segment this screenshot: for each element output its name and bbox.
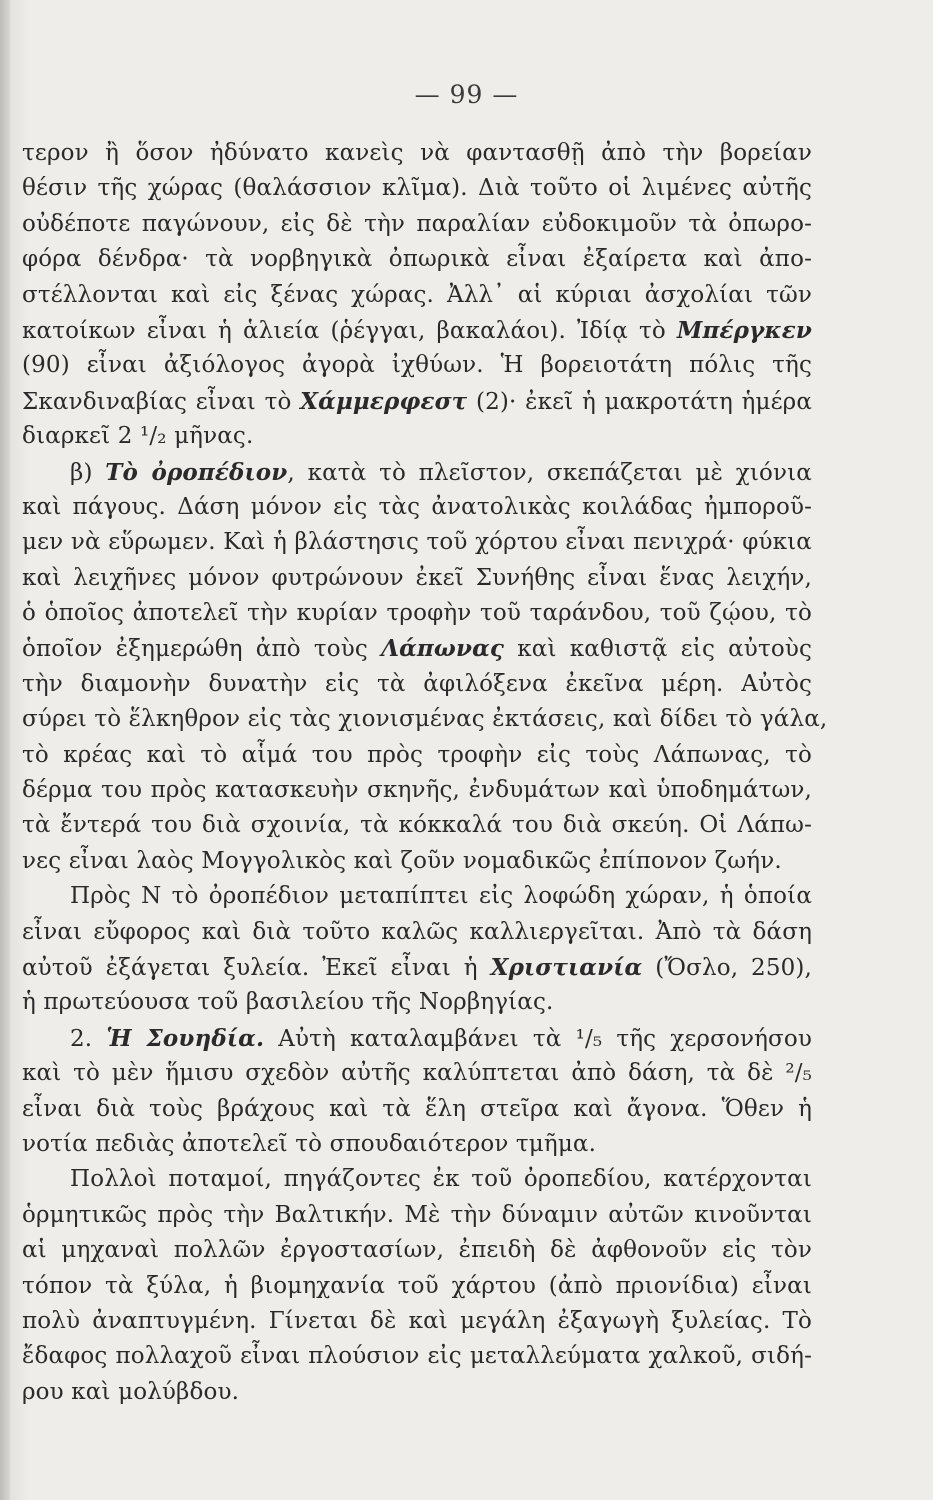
text-line [22,667,812,702]
text-segment: Πολλοὶ ποταμοί, πηγάζοντες ἐκ τοῦ ὀροπεδίου, κατέρχονται [70,1166,812,1193]
text-segment: οὐδέποτε παγώνουν, εἰς δὲ τὴν παραλίαν εὐδοκιμοῦν τὰ ὀπωρο- [22,210,812,237]
text-segment: Αὐτὴ καταλαμβάνει τὰ ¹/₅ τῆς χερσονήσου [264,1025,812,1052]
text-segment: νες εἶναι λαὸς Μογγολικὸς καὶ ζοῦν νομαδικῶς ἐπίπονον ζωήν. [22,847,782,874]
text-line [22,1127,812,1162]
text-line [22,1269,812,1304]
body-text [22,136,828,1410]
text-line [22,844,812,879]
text-line [22,171,812,206]
text-segment: καὶ τὸ μὲν ἥμισυ σχεδὸν αὐτῆς καλύπτεται ἀπὸ δάση, τὰ δὲ ²/₅ [22,1060,812,1087]
text-line [22,1162,812,1197]
text-segment: καὶ πάγους. Δάση μόνον εἰς τὰς ἀνατολικὰς κοιλάδας ἠμποροῦ- [22,493,812,520]
text-line [22,702,828,737]
text-segment: σύρει τὸ ἕλκηθρον εἰς τὰς χιονισμένας ἐκτάσεις, καὶ δίδει τὸ γάλα, [22,706,828,733]
text-segment: διαρκεῖ 2 ¹/₂ μῆνας. [22,423,254,450]
emphasized-term: Μπέργκεν [676,316,812,344]
text-segment: τόπον τὰ ξύλα, ἡ βιομηχανία τοῦ χάρτου (ἀπὸ πριονίδια) εἶναι [22,1272,812,1299]
text-line [22,1375,812,1410]
text-segment: 2. [70,1025,107,1052]
text-line [22,879,812,914]
text-line [22,1056,812,1091]
text-segment: μεν νὰ εὕρωμεν. Καὶ ἡ βλάστησις τοῦ χόρτου εἶναι πενιχρά· φύκια [22,529,812,556]
text-segment: αἱ μηχαναὶ πολλῶν ἐργοστασίων, ἐπειδὴ δὲ ἀφθονοῦν εἰς τὸν [22,1237,812,1264]
text-segment: ὁρμητικῶς πρὸς τὴν Βαλτικήν. Μὲ τὴν δύναμιν αὐτῶν κινοῦνται [22,1201,812,1228]
text-segment: νοτία πεδιὰς ἀποτελεῖ τὸ σπουδαιότερον τμῆμα. [22,1130,597,1157]
text-line [22,631,812,666]
text-segment: πολὺ ἀναπτυγμένη. Γίνεται δὲ καὶ μεγάλη ἐξαγωγὴ ξυλείας. Τὸ [22,1307,812,1334]
text-line [22,207,812,242]
text-line [22,136,812,171]
text-segment: ρου καὶ μολύβδου. [22,1378,240,1405]
page-spine-shadow [0,0,10,1500]
text-line [22,384,812,419]
text-segment: ἡ πρωτεύουσα τοῦ βασιλείου τῆς Νορβηγίας. [22,989,554,1016]
text-line [22,808,812,843]
emphasized-term: Χάμμερφεστ [300,387,468,415]
text-line [22,313,812,348]
text-segment: κατοίκων εἶναι ἡ ἁλιεία (ῥέγγαι, βακαλάοι). Ἰδίᾳ τὸ [22,317,677,344]
text-line [22,950,812,985]
text-segment: Πρὸς Ν τὸ ὀροπέδιον μεταπίπτει εἰς λοφώδη χώραν, ἡ ὁποία [70,883,812,910]
emphasized-term: Ἡ Σουηδία. [106,1024,265,1052]
text-segment: καὶ λειχῆνες μόνον φυτρώνουν ἐκεῖ Συνήθης εἶναι ἕνας λειχήν, [22,564,812,591]
text-segment: ἔδαφος πολλαχοῦ εἶναι πλούσιον εἰς μεταλλεύματα χαλκοῦ, σιδή- [22,1343,812,1370]
text-segment: , κατὰ τὸ πλεῖστον, σκεπάζεται μὲ χιόνια [287,459,812,486]
text-segment: τερον ἢ ὅσον ἠδύνατο κανεὶς νὰ φαντασθῇ ἀπὸ τὴν βορείαν [22,140,812,166]
text-line [22,596,812,631]
text-segment: (Ὄσλο, 250), [642,954,812,981]
text-line [22,242,812,277]
text-line [22,348,812,383]
text-segment: ὁ ὁποῖος ἀποτελεῖ τὴν κυρίαν τροφὴν τοῦ ταράνδου, τοῦ ζῴου, τὸ [22,600,812,627]
text-line [22,455,812,490]
text-line [22,490,812,525]
text-segment: θέσιν τῆς χώρας (θαλάσσιον κλῖμα). Διὰ τοῦτο οἱ λιμένες αὐτῆς [22,175,812,202]
emphasized-term: Λάπωνας [381,635,505,663]
text-segment: εἶναι εὔφορος καὶ διὰ τοῦτο καλῶς καλλιεργεῖται. Ἀπὸ τὰ δάση [22,918,812,945]
text-line [22,915,812,950]
page-number: — 99 — [414,80,519,109]
text-segment: (2)· ἐκεῖ ἡ μακροτάτη ἡμέρα [467,388,812,415]
emphasized-term: Χριστιανία [490,953,643,981]
text-line [22,1092,812,1127]
text-segment: αὐτοῦ ἐξάγεται ξυλεία. Ἐκεῖ εἶναι ἡ [22,954,491,981]
text-segment: τὰ ἔντερά του διὰ σχοινία, τὰ κόκκαλά του διὰ σκεύη. Οἱ Λάπω- [22,812,812,839]
text-segment: δέρμα του πρὸς κατασκευὴν σκηνῆς, ἐνδυμάτων καὶ ὑποδημάτων, [22,777,812,804]
text-segment: τὸ κρέας καὶ τὸ αἷμά του πρὸς τροφὴν εἰς τοὺς Λάπωνας, τὸ [22,741,812,768]
text-line [22,525,812,560]
text-line [22,985,812,1020]
text-segment: φόρα δένδρα· τὰ νορβηγικὰ ὀπωρικὰ εἶναι ἐξαίρετα καὶ ἀπο- [22,246,812,273]
text-line [22,1304,812,1339]
text-line [22,278,812,313]
text-segment: (90) εἶναι ἀξιόλογος ἀγορὰ ἰχθύων. Ἡ βορειοτάτη πόλις τῆς [22,352,812,379]
text-segment: β) [70,459,106,486]
text-line [22,1339,812,1374]
text-line [22,561,812,596]
text-line [22,738,812,773]
text-line [22,1233,812,1268]
emphasized-term: Τὸ ὀροπέδιον [105,458,288,486]
text-segment: ὁποῖον ἐξημερώθη ἀπὸ τοὺς [22,636,382,663]
text-line [22,1198,812,1233]
text-segment: καὶ καθιστᾷ εἰς αὐτοὺς [504,636,812,663]
text-line [22,419,812,454]
text-segment: στέλλονται καὶ εἰς ξένας χώρας. Ἀλλ᾽ αἱ κύριαι ἀσχολίαι τῶν [22,281,812,308]
text-segment: εἶναι διὰ τοὺς βράχους καὶ τὰ ἕλη στεῖρα καὶ ἄγονα. Ὅθεν ἡ [22,1095,812,1122]
text-segment: τὴν διαμονὴν δυνατὴν εἰς τὰ ἀφιλόξενα ἐκεῖνα μέρη. Αὐτὸς [22,670,812,697]
text-line [22,1021,812,1056]
text-segment: Σκανδιναβίας εἶναι τὸ [22,388,301,415]
text-line [22,773,812,808]
